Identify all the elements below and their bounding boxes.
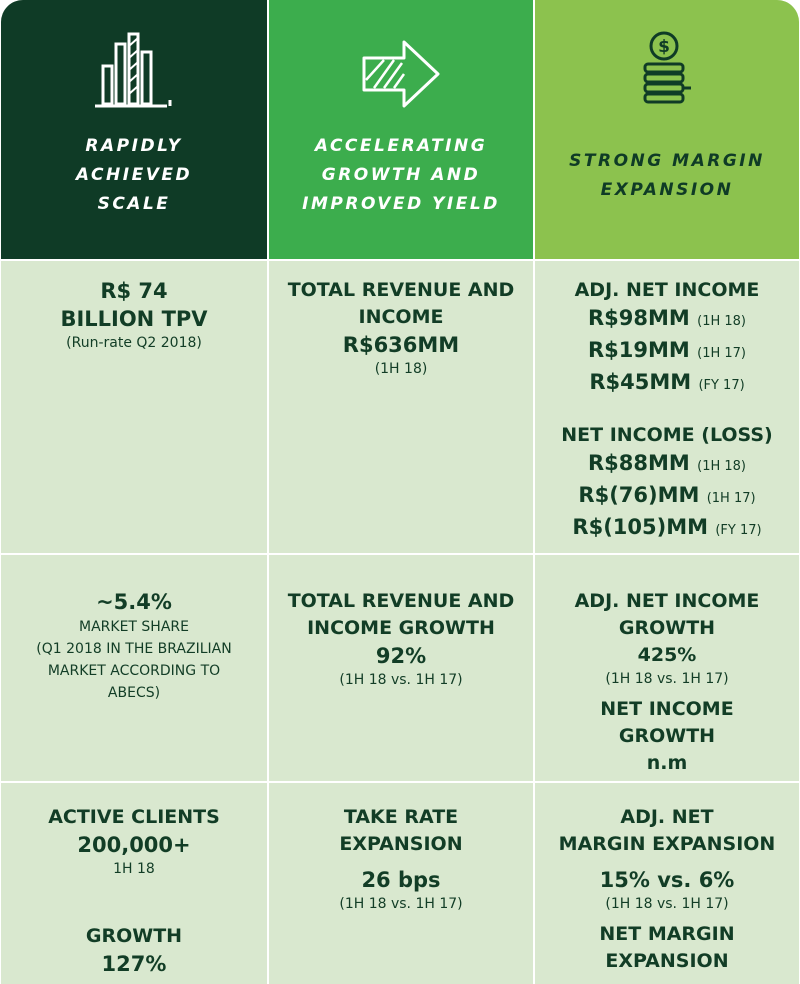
- svg-text:$: $: [658, 37, 670, 57]
- revenue-title-line2: INCOME: [358, 306, 444, 328]
- clients-growth-value: 127%: [101, 952, 167, 976]
- adj-net-margin-note: (1H 18 vs. 1H 17): [605, 896, 729, 912]
- tpv-note: (Run-rate Q2 2018): [66, 335, 202, 351]
- adj-net-income-item: R$98MM (1H 18): [588, 306, 746, 330]
- coin-stack-icon: [637, 30, 697, 112]
- net-income-growth-line2: GROWTH: [618, 725, 716, 747]
- header-title-margin: STRONG MARGIN EXPANSION: [569, 151, 765, 200]
- net-margin-line2: EXPANSION: [605, 950, 729, 972]
- take-rate-note: (1H 18 vs. 1H 17): [339, 896, 463, 912]
- revenue-growth-value: 92%: [375, 644, 427, 668]
- header-margin: [533, 0, 799, 259]
- market-share-note: (Q1 2018 IN THE BRAZILIAN: [36, 641, 232, 657]
- cell-revenue-growth: [267, 555, 533, 781]
- adj-net-income-title: ADJ. NET INCOME: [574, 279, 760, 301]
- cell-total-revenue: [267, 261, 533, 553]
- market-share-label: MARKET SHARE: [79, 619, 189, 635]
- header-row: [1, 0, 799, 259]
- net-income-item: R$88MM (1H 18): [588, 451, 746, 475]
- adj-net-income-growth-line1: ADJ. NET INCOME: [574, 590, 760, 612]
- net-income-growth-value: n.m: [646, 752, 688, 774]
- adj-net-income-growth-value: 425%: [637, 644, 697, 666]
- revenue-value: R$636MM: [342, 333, 460, 357]
- row-1: [1, 259, 799, 553]
- active-clients-note: 1H 18: [113, 861, 155, 877]
- market-share-note: MARKET ACCORDING TO: [47, 663, 221, 679]
- market-share-value: ~5.4%: [96, 590, 172, 614]
- row-2: [1, 553, 799, 781]
- market-share-note: ABECS): [107, 685, 161, 701]
- revenue-growth-title-line1: TOTAL REVENUE AND: [287, 590, 515, 612]
- clients-growth-label: GROWTH: [85, 925, 183, 947]
- net-income-title: NET INCOME (LOSS): [561, 424, 773, 446]
- adj-net-margin-line2: MARGIN EXPANSION: [558, 833, 776, 855]
- take-rate-title-line1: TAKE RATE: [343, 806, 459, 828]
- cell-net-income: [533, 261, 799, 553]
- revenue-growth-note: (1H 18 vs. 1H 17): [339, 672, 463, 688]
- cell-net-margin: [533, 783, 799, 984]
- active-clients-label: ACTIVE CLIENTS: [48, 806, 220, 828]
- revenue-growth-title-line2: INCOME GROWTH: [307, 617, 495, 639]
- bar-chart-icon: [91, 30, 177, 112]
- net-income-item: R$(76)MM (1H 17): [578, 483, 756, 507]
- take-rate-title-line2: EXPANSION: [339, 833, 463, 855]
- adj-net-income-growth-line2: GROWTH: [618, 617, 716, 639]
- header-title-scale: RAPIDLY ACHIEVED SCALE: [75, 136, 193, 214]
- arrow-right-icon: [358, 36, 444, 112]
- adj-net-income-growth-note: (1H 18 vs. 1H 17): [605, 671, 729, 687]
- header-growth: [267, 0, 533, 259]
- adj-net-margin-value: 15% vs. 6%: [599, 868, 735, 892]
- infographic: [1, 0, 799, 984]
- net-income-growth-line1: NET INCOME: [600, 698, 734, 720]
- row-3: [1, 781, 799, 984]
- cell-tpv: [1, 261, 267, 553]
- take-rate-value: 26 bps: [361, 868, 441, 892]
- cell-active-clients: [1, 783, 267, 984]
- adj-net-income-item: R$19MM (1H 17): [588, 338, 746, 362]
- cell-take-rate: [267, 783, 533, 984]
- revenue-note: (1H 18): [374, 361, 428, 377]
- active-clients-value: 200,000+: [77, 833, 191, 857]
- adj-net-margin-line1: ADJ. NET: [620, 806, 714, 828]
- tpv-value: R$ 74: [100, 279, 168, 303]
- net-margin-line1: NET MARGIN: [599, 923, 735, 945]
- tpv-label: BILLION TPV: [60, 307, 208, 331]
- header-scale: [1, 0, 267, 259]
- adj-net-income-item: R$45MM (FY 17): [589, 370, 745, 394]
- revenue-title-line1: TOTAL REVENUE AND: [287, 279, 515, 301]
- header-title-growth: ACCELERATING GROWTH AND IMPROVED YIELD: [302, 136, 500, 214]
- cell-market-share: [1, 555, 267, 781]
- net-income-item: R$(105)MM (FY 17): [572, 515, 762, 539]
- cell-net-income-growth: [533, 555, 799, 781]
